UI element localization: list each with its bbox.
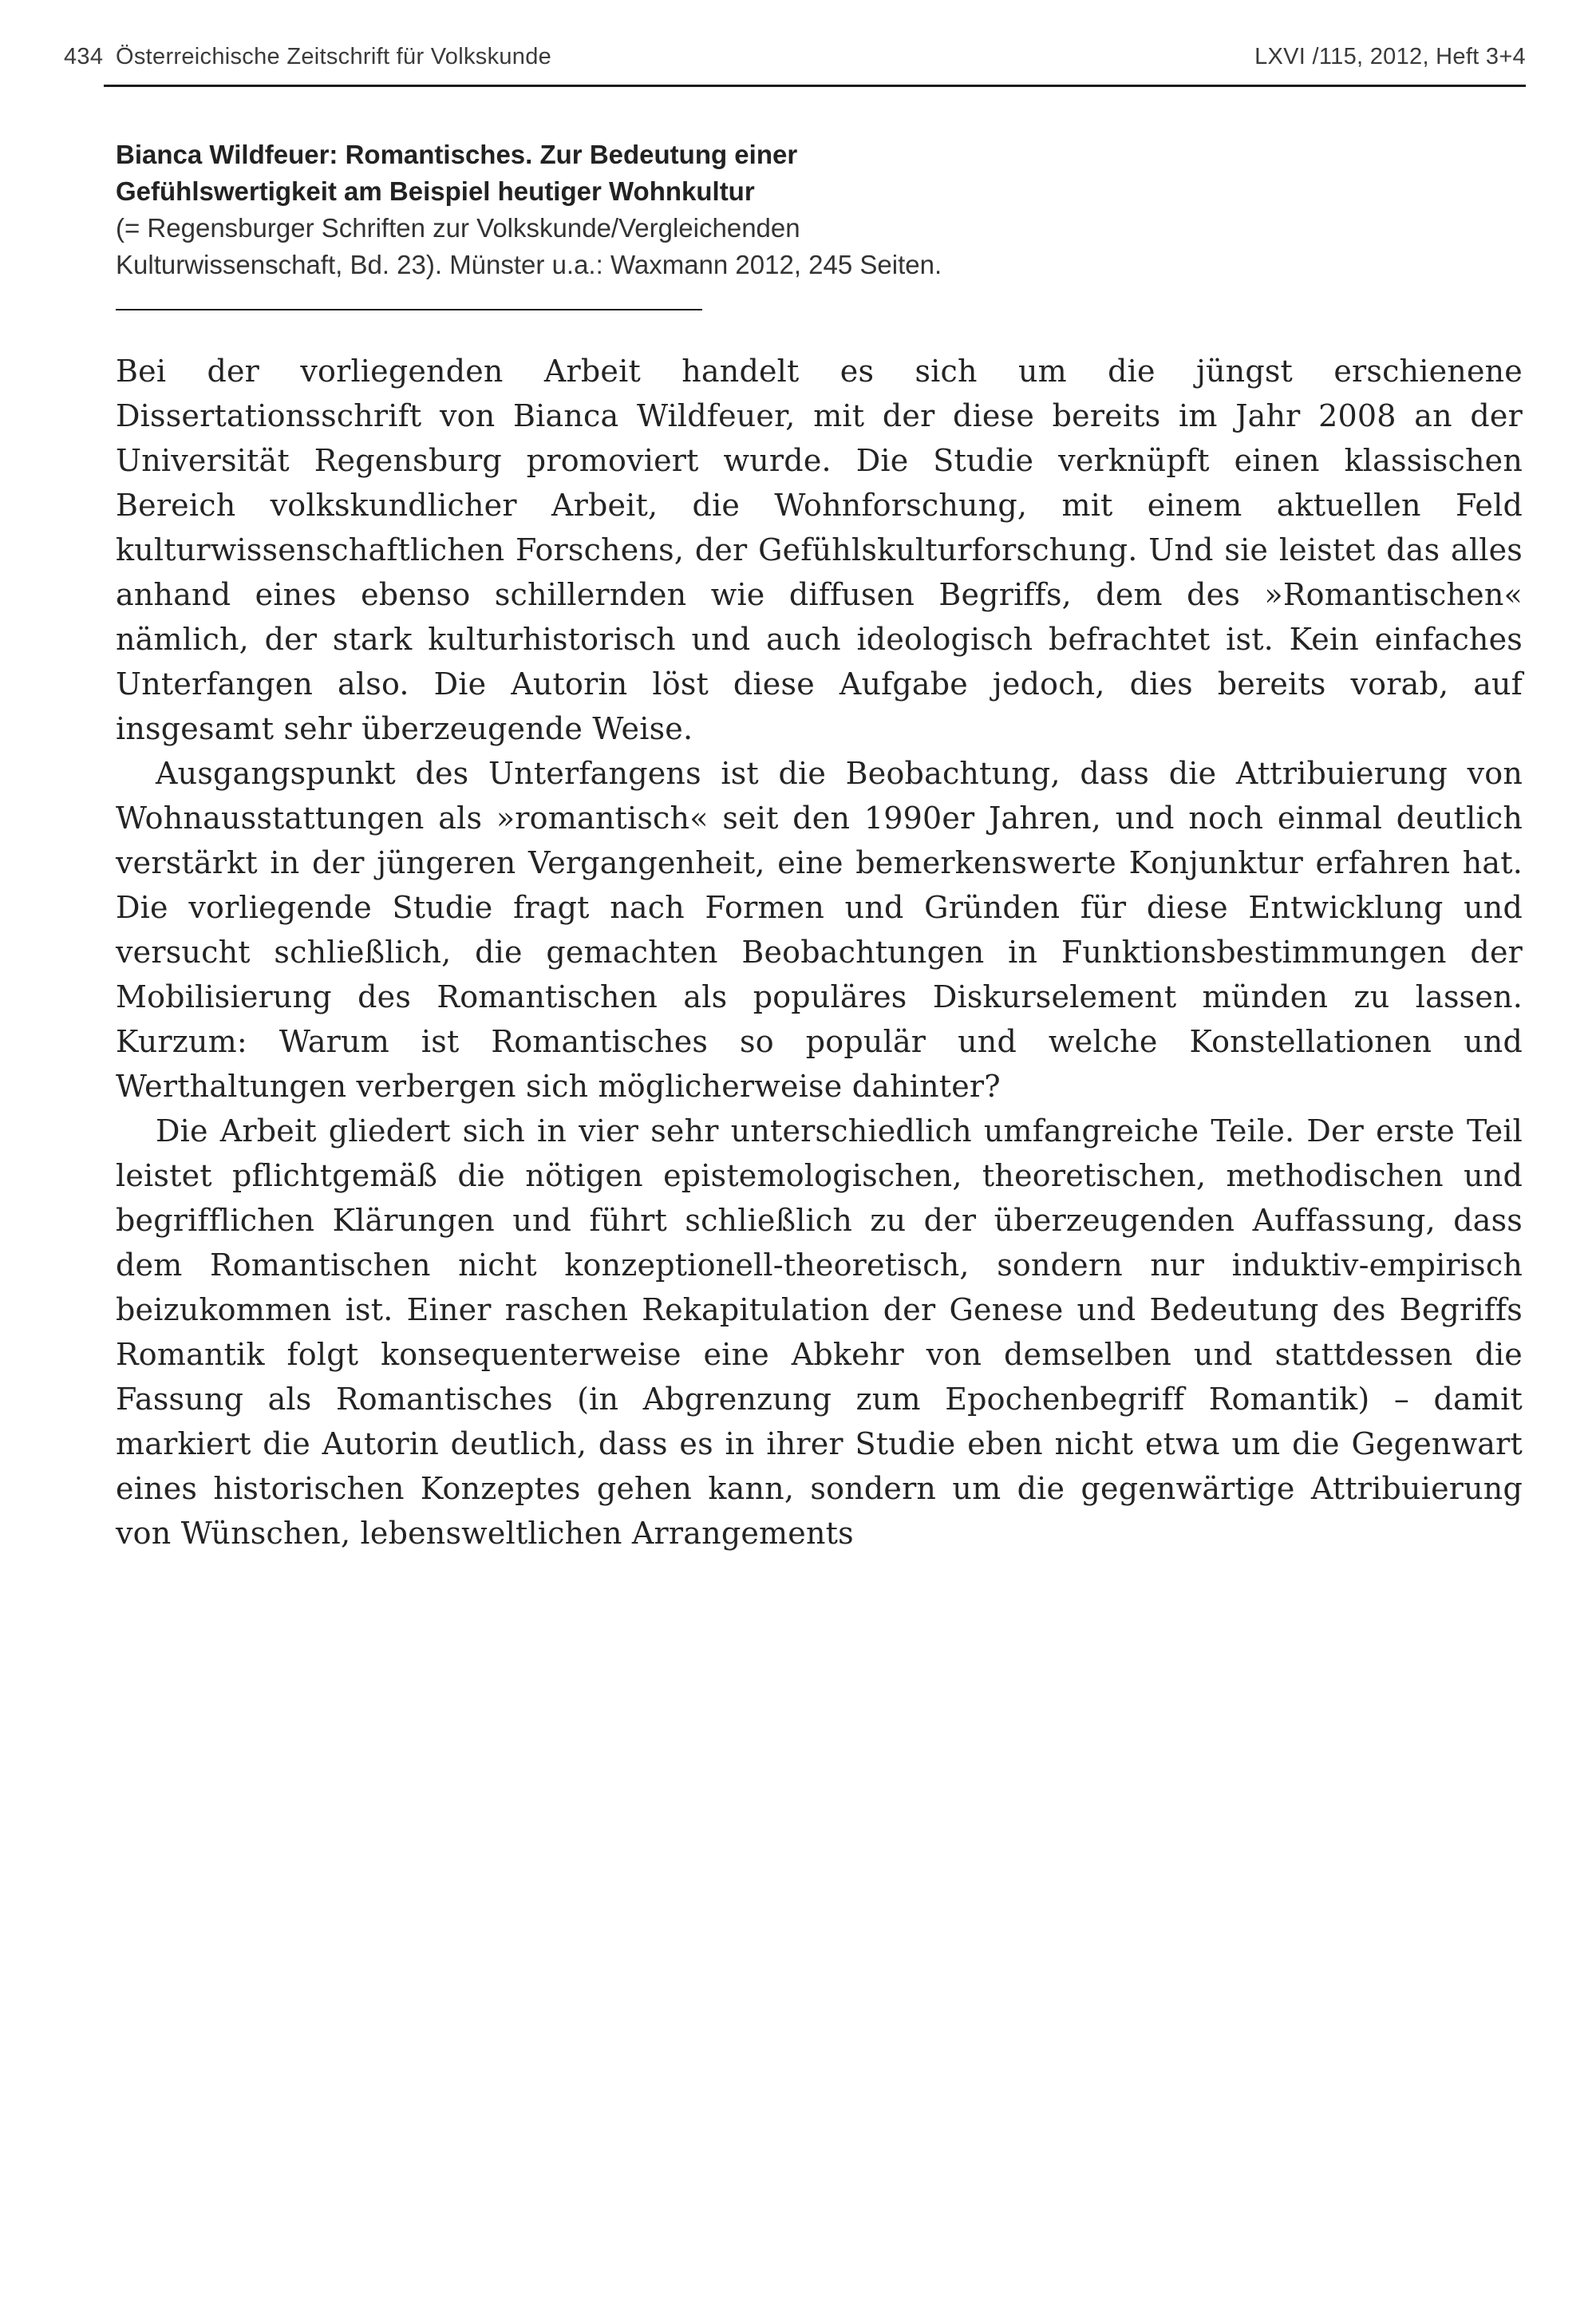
review-title-line: Gefühlswertigkeit am Beispiel heutiger Wohnkultur [116, 176, 755, 206]
review-title-line: Bianca Wildfeuer: Romantisches. Zur Bedeutung einer [116, 140, 798, 169]
header-rule [104, 85, 1526, 87]
page-header [64, 44, 1526, 70]
review-paragraph: Die Arbeit gliedert sich in vier sehr unterschiedlich umfangreiche Teile. Der erste Teil leistet pflichtgemäß die nötigen epistemologischen, theoretischen, methodischen und begrifflichen Klärungen und führt schließlich zu der überzeugenden Auffassung, dass dem Romantischen nicht konzeptionell-theoretisch, sondern nur induktiv-empirisch beizukommen ist. Einer raschen Rekapitulation der Genese und Bedeutung des Begriffs Romantik folgt konsequenterweise eine Abkehr von demselben und stattdessen die Fassung als Romantisches (in Abgrenzung zum Epochenbegriff Romantik) – damit markiert die Autorin deutlich, dass es in ihrer Studie eben nicht etwa um die Gegenwart eines historischen Konzeptes gehen kann, sondern um die gegenwärtige Attribuierung von Wünschen, lebensweltlichen Arrangements [116, 1113, 1523, 1551]
review-body [116, 349, 1523, 1556]
review-paragraph: Ausgangspunkt des Unterfangens ist die Beobachtung, dass die Attribuierung von Wohnausstattungen als »romantisch« seit den 1990er Jahren, und noch einmal deutlich verstärkt in der jüngeren Vergangenheit, eine bemerkenswerte Konjunktur erfahren hat. Die vorliegende Studie fragt nach Formen und Gründen für diese Entwicklung und versucht schließlich, die gemachten Beobachtungen in Funktionsbestimmungen der Mobilisierung des Romantischen als populäres Diskurselement münden zu lassen. Kurzum: Warum ist Romantisches so populär und welche Konstellationen und Werthaltungen verbergen sich möglicherweise dahinter? [116, 756, 1523, 1104]
review-bibliographic-line: Kulturwissenschaft, Bd. 23). Münster u.a.: Waxmann 2012, 245 Seiten. [116, 250, 942, 279]
title-rule [116, 309, 702, 310]
issue-info: LXVI /115, 2012, Heft 3+4 [1254, 44, 1526, 69]
review-heading [116, 136, 1524, 283]
page-number: 434 [64, 44, 104, 69]
review-paragraph: Bei der vorliegenden Arbeit handelt es sich um die jüngst erschienene Dissertationsschrift von Bianca Wildfeuer, mit der diese bereits im Jahr 2008 an der Universität Regensburg promoviert wurde. Die Studie verknüpft einen klassischen Bereich volkskundlicher Arbeit, die Wohnforschung, mit einem aktuellen Feld kulturwissenschaftlichen Forschens, der Gefühlskulturforschung. Und sie leistet das alles anhand eines ebenso schillernden wie diffusen Begriffs, dem des »Romantischen« nämlich, der stark kulturhistorisch und auch ideologisch befrachtet ist. Kein einfaches Unterfangen also. Die Autorin löst diese Aufgabe jedoch, dies bereits vorab, auf insgesamt sehr überzeugende Weise. [116, 354, 1523, 746]
journal-title: Österreichische Zeitschrift für Volkskunde [116, 44, 552, 69]
review-bibliographic-line: (= Regensburger Schriften zur Volkskunde/Vergleichenden [116, 213, 800, 243]
